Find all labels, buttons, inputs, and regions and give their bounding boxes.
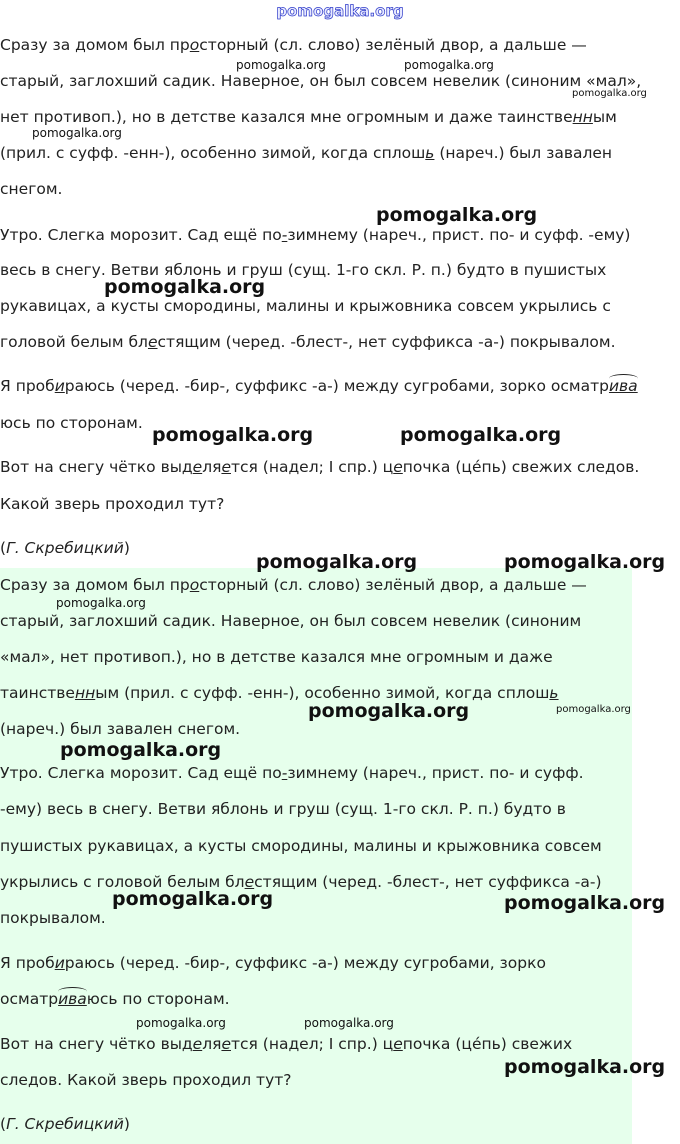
text-segment: раюсь (черед. -бир-, суффикс -а-) между сугробами, зорко осматр bbox=[64, 377, 609, 395]
text-segment: тся (надел; I спр.) ц bbox=[230, 458, 394, 476]
text-line bbox=[0, 720, 240, 738]
text-segment: юсь по сторонам. bbox=[86, 990, 230, 1008]
watermark: pomogalka.org bbox=[308, 700, 470, 722]
text-segment: юсь по сторонам. bbox=[0, 414, 143, 432]
watermark: pomogalka.org bbox=[236, 58, 326, 72]
text-line bbox=[0, 648, 553, 666]
text-segment: ым bbox=[592, 108, 617, 126]
text-segment: головой белым бл bbox=[0, 333, 148, 351]
text-segment: почка (цéпь) свежих bbox=[402, 1035, 573, 1053]
text-line bbox=[0, 764, 584, 782]
highlighted-letter: е bbox=[244, 873, 255, 891]
watermark: pomogalka.org bbox=[304, 1016, 394, 1030]
text-segment: нет противоп.), но в детстве казался мне огромным и даже таинстве bbox=[0, 108, 573, 126]
author-name: Г. Скребицкий bbox=[6, 1115, 124, 1133]
text-line bbox=[0, 108, 617, 126]
highlighted-letter: и bbox=[54, 377, 65, 395]
watermark: pomogalka.org bbox=[504, 1056, 666, 1078]
highlighted-letter: нн bbox=[74, 684, 96, 702]
watermark: pomogalka.org bbox=[376, 204, 538, 226]
highlighted-letter: - bbox=[281, 226, 288, 244]
text-line bbox=[0, 297, 611, 315]
watermark: pomogalka.org bbox=[572, 88, 647, 99]
text-segment: ) bbox=[123, 539, 130, 557]
text-segment: (нареч.) был завален bbox=[434, 144, 613, 162]
text-segment: Я проб bbox=[0, 954, 55, 972]
watermark: pomogalka.org bbox=[136, 1016, 226, 1030]
text-segment: Какой зверь проходил тут? bbox=[0, 495, 225, 513]
text-segment: пушистых рукавицах, а кусты смородины, малины и крыжовника совсем bbox=[0, 837, 602, 855]
text-line bbox=[0, 990, 230, 1008]
text-line bbox=[0, 458, 639, 476]
text-segment: зимнему (нареч., прист. по- и суфф. -ему) bbox=[287, 226, 631, 244]
text-line bbox=[0, 144, 612, 162]
highlighted-letter: - bbox=[281, 764, 288, 782]
text-segment: старый, заглохший садик. Наверное, он был совсем невелик (синоним «мал», bbox=[0, 72, 642, 90]
text-line bbox=[0, 800, 566, 818]
highlighted-letter: е bbox=[147, 333, 158, 351]
watermark: pomogalka.org bbox=[504, 551, 666, 573]
text-segment: Вот на снегу чётко выд bbox=[0, 1035, 193, 1053]
text-segment: укрылись с головой белым бл bbox=[0, 873, 245, 891]
text-segment: (нареч.) был завален снегом. bbox=[0, 720, 241, 738]
text-segment: ля bbox=[202, 458, 222, 476]
text-segment: зимнему (нареч., прист. по- и суфф. bbox=[287, 764, 584, 782]
text-segment: весь в снегу. Ветви яблонь и груш (сущ. 1-го скл. Р. п.) будто в пушистых bbox=[0, 261, 607, 279]
text-segment: стящим (черед. -блест-, нет суффикса -а-) bbox=[254, 873, 602, 891]
text-segment: ) bbox=[123, 1115, 130, 1133]
text-segment: ( bbox=[0, 1115, 7, 1133]
text-segment: сторный (сл. слово) зелёный двор, а дальше — bbox=[199, 576, 587, 594]
text-line bbox=[0, 684, 559, 702]
watermark: pomogalka.org bbox=[104, 276, 266, 298]
text-segment: осматр bbox=[0, 990, 59, 1008]
text-segment: Сразу за домом был пр bbox=[0, 36, 190, 54]
text-segment: старый, заглохший садик. Наверное, он был совсем невелик (синоним bbox=[0, 612, 582, 630]
watermark: pomogalka.org bbox=[556, 704, 631, 715]
highlighted-letter: ива bbox=[58, 990, 87, 1008]
text-line bbox=[0, 873, 602, 891]
highlighted-letter: ива bbox=[608, 377, 638, 395]
text-segment: (прил. с суфф. -енн-), особенно зимой, когда сплош bbox=[0, 144, 426, 162]
text-segment: снегом. bbox=[0, 180, 63, 198]
text-segment: ля bbox=[202, 1035, 222, 1053]
text-segment: рукавицах, а кусты смородины, малины и крыжовника совсем укрылись с bbox=[0, 297, 611, 315]
highlighted-letter: о bbox=[189, 36, 200, 54]
text-segment: почка (цéпь) свежих следов. bbox=[402, 458, 640, 476]
watermark: pomogalka.org bbox=[504, 892, 666, 914]
text-line bbox=[0, 226, 630, 244]
text-segment: следов. Какой зверь проходил тут? bbox=[0, 1071, 292, 1089]
text-line bbox=[0, 1071, 292, 1089]
text-segment: стящим (черед. -блест-, нет суффикса -а-) покрывалом. bbox=[157, 333, 616, 351]
highlighted-letter: е bbox=[192, 458, 203, 476]
text-line bbox=[0, 377, 638, 395]
watermark: pomogalka.org bbox=[112, 888, 274, 910]
watermark: pomogalka.org bbox=[256, 551, 418, 573]
text-segment: -ему) весь в снегу. Ветви яблонь и груш (сущ. 1-го скл. Р. п.) будто в bbox=[0, 800, 566, 818]
text-line bbox=[0, 1035, 572, 1053]
text-segment: ым (прил. с суфф. -енн-), особенно зимой, когда сплош bbox=[95, 684, 550, 702]
watermark: pomogalka.org bbox=[32, 126, 122, 140]
highlighted-letter: е bbox=[221, 1035, 231, 1053]
highlighted-letter: е bbox=[393, 1035, 403, 1053]
text-line bbox=[0, 72, 641, 90]
author-name: Г. Скребицкий bbox=[6, 539, 124, 557]
highlighted-letter: е bbox=[192, 1035, 203, 1053]
text-segment: покрывалом. bbox=[0, 909, 106, 927]
text-line bbox=[0, 539, 130, 557]
watermark: pomogalka.org bbox=[56, 596, 146, 610]
highlighted-letter: ь bbox=[549, 684, 559, 702]
text-line bbox=[0, 1115, 130, 1133]
watermark: pomogalka.org bbox=[404, 58, 494, 72]
text-segment: Утро. Слегка морозит. Сад ещё по bbox=[0, 764, 282, 782]
watermark: pomogalka.org bbox=[152, 424, 314, 446]
site-brand: pomogalka.org bbox=[276, 2, 404, 20]
highlighted-letter: и bbox=[54, 954, 65, 972]
text-line bbox=[0, 180, 62, 198]
text-segment: таинстве bbox=[0, 684, 75, 702]
text-line bbox=[0, 576, 587, 594]
highlighted-letter: е bbox=[221, 458, 231, 476]
text-segment: тся (надел; I спр.) ц bbox=[230, 1035, 394, 1053]
text-line bbox=[0, 495, 224, 513]
text-line bbox=[0, 261, 606, 279]
watermark: pomogalka.org bbox=[400, 424, 562, 446]
text-segment: Вот на снегу чётко выд bbox=[0, 458, 193, 476]
text-line bbox=[0, 954, 546, 972]
text-segment: «мал», нет противоп.), но в детстве казался мне огромным и даже bbox=[0, 648, 553, 666]
text-segment: раюсь (черед. -бир-, суффикс -а-) между сугробами, зорко bbox=[64, 954, 546, 972]
highlighted-letter: нн bbox=[572, 108, 593, 126]
text-segment: ( bbox=[0, 539, 7, 557]
text-line bbox=[0, 333, 616, 351]
text-line bbox=[0, 36, 587, 54]
highlighted-letter: ь bbox=[425, 144, 435, 162]
text-line bbox=[0, 414, 143, 432]
text-line bbox=[0, 837, 602, 855]
text-segment: Утро. Слегка морозит. Сад ещё по bbox=[0, 226, 282, 244]
text-segment: сторный (сл. слово) зелёный двор, а дальше — bbox=[199, 36, 587, 54]
text-segment: Сразу за домом был пр bbox=[0, 576, 190, 594]
text-line bbox=[0, 909, 106, 927]
text-line bbox=[0, 612, 581, 630]
highlighted-letter: о bbox=[189, 576, 200, 594]
highlighted-letter: е bbox=[393, 458, 403, 476]
watermark: pomogalka.org bbox=[60, 739, 222, 761]
text-segment: Я проб bbox=[0, 377, 55, 395]
